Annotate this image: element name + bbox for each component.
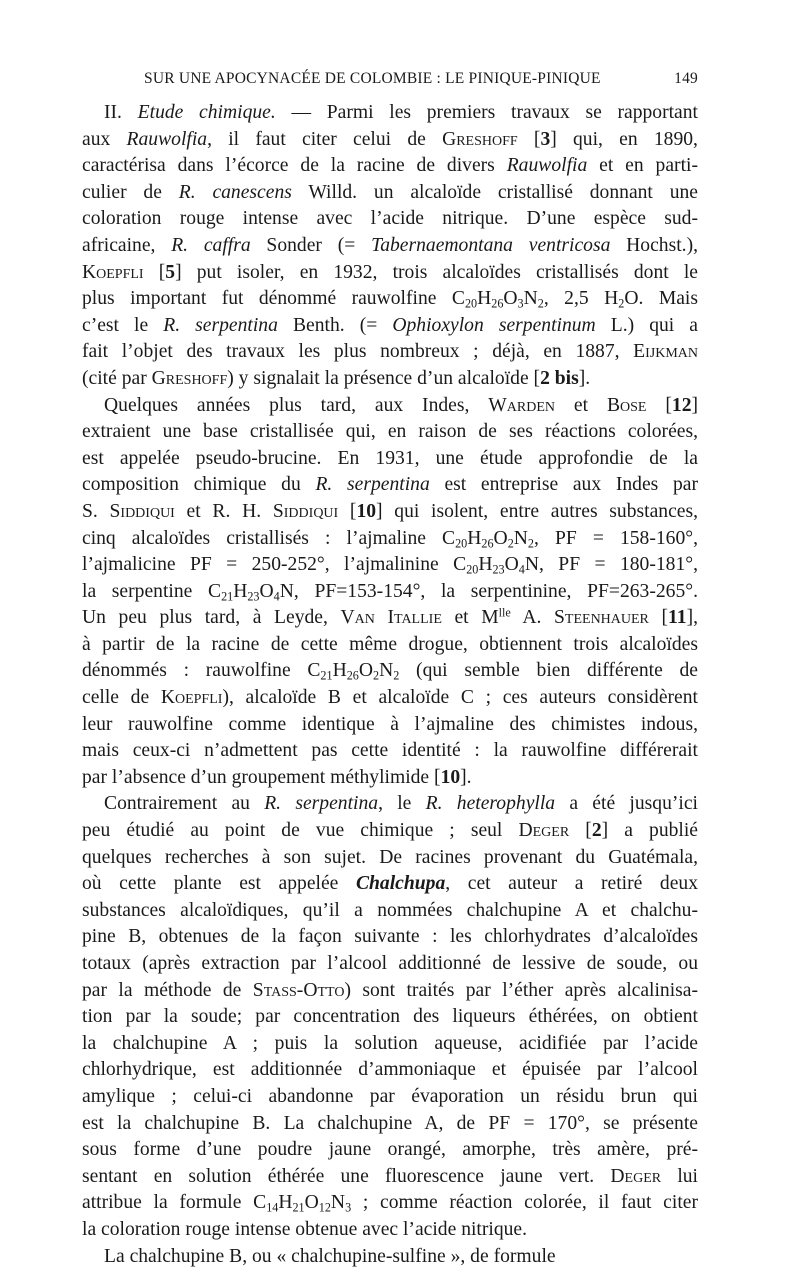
text-line: la chalchupine A ; puis la solution aqueuse, acidifiée par l’acide (82, 1032, 698, 1054)
text-line: caractérisa dans l’écorce de la racine de divers Rauwolfia et en parti- (82, 155, 698, 177)
text-line: coloration rouge intense avec l’acide nitrique. D’une espèce sud- (82, 208, 698, 230)
text-line: attribue la formule $C_{14}H_{21}O_{12}N_3$ ; comme réaction colorée, il faut citer (82, 1192, 698, 1215)
text-line: amylique ; celui-ci abandonne par évaporation un résidu brun qui (82, 1085, 698, 1107)
text-line: celle de Koepfli), alcaloïde B et alcaloïde C ; ces auteurs considèrent (82, 687, 698, 709)
text-line: est appelée pseudo-brucine. En 1931, une étude approfondie de la (82, 447, 698, 469)
text-line: chlorhydrique, est additionnée d’ammoniaque et épuisée par l’alcool (82, 1059, 698, 1081)
text-line: pine B, obtenues de la façon suivante : les chlorhydrates d’alcaloïdes (82, 926, 698, 948)
text-line: Un peu plus tard, à Leyde, Van Itallie et $M^{lle}$ A. Steenhauer [11], (82, 605, 698, 629)
text-line: l’ajmalicine PF = 250-252°, l’ajmalinine $C_{20}H_{23}O_4N$, PF = 180-181°, (82, 554, 698, 577)
text-line: par l’absence d’un groupement méthylimide [10]. (82, 766, 472, 788)
text-line: S. Siddiqui et R. H. Siddiqui [10] qui isolent, entre autres substances, (82, 500, 698, 522)
text-line: II. Etude chimique. — Parmi les premiers travaux se rapportant (104, 102, 698, 123)
document-page (82, 70, 698, 1270)
running-title: SUR UNE APOCYNACÉE DE COLOMBIE : LE PINIQUE-PINIQUE (144, 70, 601, 87)
text-line: où cette plante est appelée Chalchupa, cet auteur a retiré deux (82, 873, 698, 895)
text-line: peu étudié au point de vue chimique ; seul Deger [2] a publié (82, 820, 698, 842)
text-line: mais ceux-ci n’admettent pas cette identité : la rauwolfine différerait (82, 740, 698, 762)
text-line: quelques recherches à son sujet. De racines provenant du Guatémala, (82, 846, 698, 868)
text-line: à partir de la racine de cette même drogue, obtiennent trois alcaloïdes (82, 633, 698, 655)
text-line: extraient une base cristallisée qui, en raison de ses réactions colorées, (82, 421, 698, 443)
text-line: aux Rauwolfia, il faut citer celui de Greshoff [3] qui, en 1890, (82, 128, 698, 150)
text-line: culier de R. canescens Willd. un alcaloïde cristallisé donnant une (82, 181, 698, 203)
text-line: Contrairement au R. serpentina, le R. heterophylla a été jusqu’ici (104, 793, 698, 815)
page-number: 149 (674, 70, 698, 87)
text-line: cinq alcaloïdes cristallisés : l’ajmaline $C_{20}H_{26}O_2N_2$, PF = 158-160°, (82, 527, 698, 550)
text-line: sentant en solution éthérée une fluorescence jaune vert. Deger lui (82, 1165, 698, 1187)
text-line: c’est le R. serpentina Benth. (= Ophioxylon serpentinum L.) qui a (82, 314, 698, 336)
text-line: plus important fut dénommé rauwolfine $C_{20}H_{26}O_3N_2$, 2,5 $H_2O$. Mais (82, 288, 699, 311)
text-line: par la méthode de Stass-Otto) sont traités par l’éther après alcalinisa- (82, 979, 699, 1001)
text-line: africaine, R. caffra Sonder (= Tabernaemontana ventricosa Hochst.), (82, 234, 698, 256)
text-line: totaux (après extraction par l’alcool additionné de lessive de soude, ou (82, 953, 698, 974)
body-text (82, 100, 698, 1270)
text-line: la serpentine $C_{21}H_{23}O_4N$, PF=153-154°, la serpentinine, PF=263-265°. (82, 580, 698, 604)
text-line: est la chalchupine B. La chalchupine A, de PF = 170°, se présente (82, 1112, 698, 1134)
text-line: dénommés : rauwolfine $C_{21}H_{26}O_2N_2$ (qui semble bien différente de (82, 660, 698, 683)
text-line: Koepfli [5] put isoler, en 1932, trois alcaloïdes cristallisés dont le (82, 261, 698, 283)
text-line: tion par la soude; par concentration des liqueurs éthérées, on obtient (82, 1006, 698, 1028)
text-line: sous forme d’une poudre jaune orangé, amorphe, très amère, pré- (82, 1139, 698, 1161)
text-line: (cité par Greshoff) y signalait la présence d’un alcaloïde [2 bis]. (82, 367, 591, 389)
text-line: La chalchupine B, ou « chalchupine-sulfine », de formule (104, 1245, 556, 1267)
text-line: fait l’objet des travaux les plus nombreux ; déjà, en 1887, Eijkman (82, 341, 698, 363)
text-line: substances alcaloïdiques, qu’il a nommées chalchupine A et chalchu- (82, 899, 698, 921)
text-line: Quelques années plus tard, aux Indes, Warden et Bose [12] (104, 394, 699, 416)
text-line: la coloration rouge intense obtenue avec l’acide nitrique. (82, 1218, 528, 1240)
text-line: leur rauwolfine comme identique à l’ajmaline des chimistes indous, (82, 713, 698, 735)
text-line: composition chimique du R. serpentina est entreprise aux Indes par (82, 474, 698, 496)
running-header (82, 70, 698, 100)
